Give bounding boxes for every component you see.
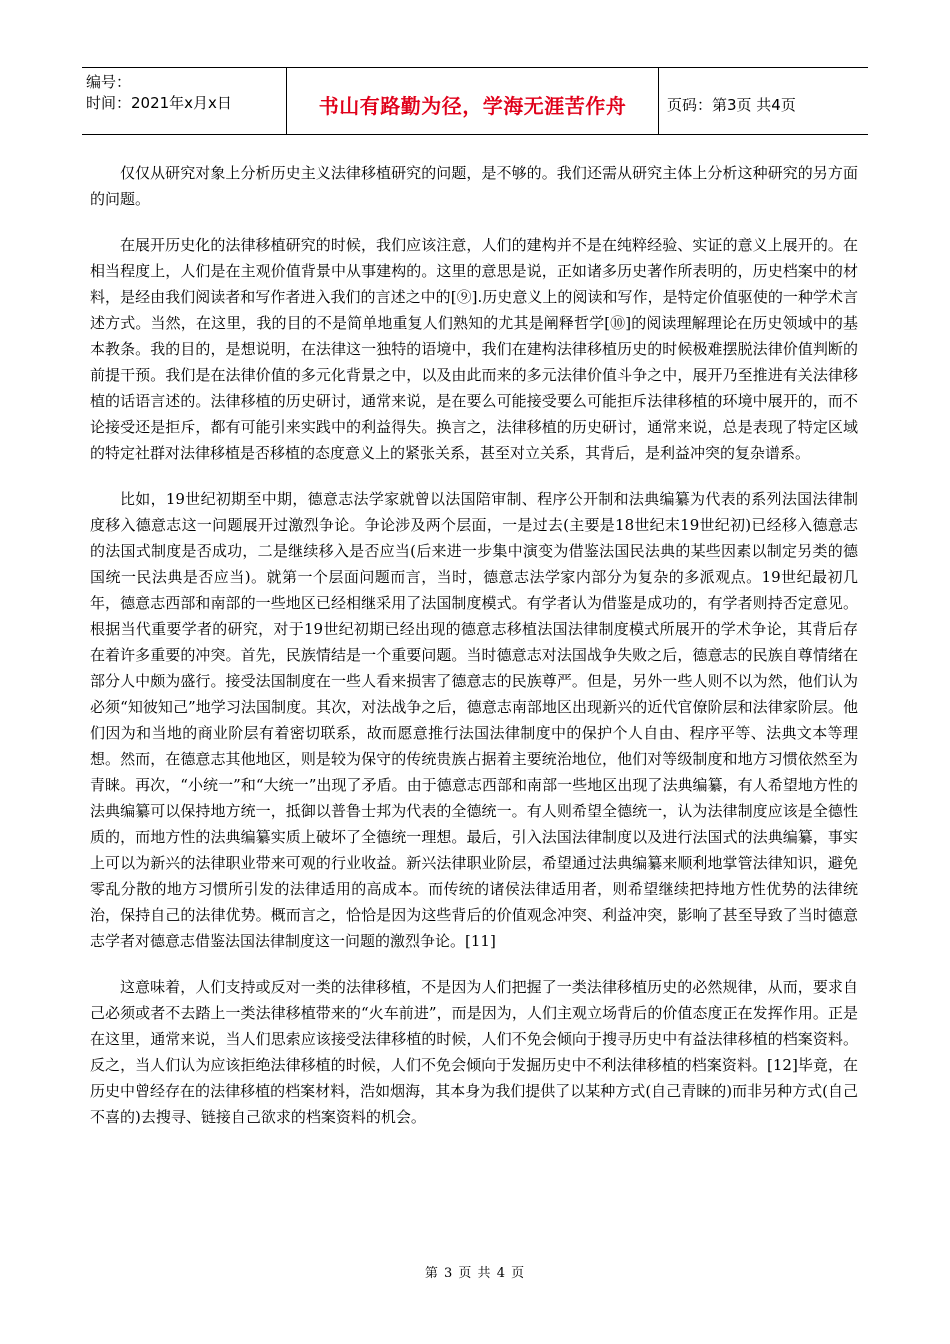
document-body [90, 160, 858, 1150]
page-footer: 第 3 页 共 4 页 [424, 1266, 526, 1281]
page-header [82, 67, 868, 135]
document-number-label: 编号： [86, 73, 132, 91]
body-paragraph-1: 仅仅从研究对象上分析历史主义法律移植研究的问题，是不够的。我们还需从研究主体上分析这种研究的另方面的问题。 [90, 164, 858, 208]
body-paragraph-4: 这意味着，人们支持或反对一类的法律移植，不是因为人们把握了一类法律移植历史的必然规律，从而，要求自己必须或者不去踏上一类法律移植带来的“火车前进”，而是因为，人们主观立场背后的价值态度正在发挥作用。正是在这里，通常来说，当人们思索应该接受法律移植的时候，人们不免会倾向于搜寻历史中有益法律移植的档案资料。反之，当人们认为应该拒绝法律移植的时候，人们不免会倾向于发掘历史中不利法律移植的档案资料。[12]毕竟，在历史中曾经存在的法律移植的档案材料，浩如烟海，其本身为我们提供了以某种方式(自己青睐的)而非另种方式(自己不喜的)去搜寻、链接自己欲求的档案资料的机会。 [90, 978, 858, 1126]
header-page-number: 页码：第3页 共4页 [667, 95, 796, 114]
body-paragraph-3: 比如，19世纪初期至中期，德意志法学家就曾以法国陪审制、程序公开制和法典编纂为代表的系列法国法律制度移入德意志这一问题展开过激烈争论。争论涉及两个层面，一是过去(主要是18世纪末19世纪初)已经移入德意志的法国式制度是否成功，二是继续移入是否应当(后来进一步集中演变为借鉴法国民法典的某些因素以制定另类的德国统一民法典是否应当)。就第一个层面问题而言，当时，德意志法学家内部分为复杂的多派观点。19世纪最初几年，德意志西部和南部的一些地区已经相继采用了法国制度模式。有学者认为借鉴是成功的，有学者则持否定意见。根据当代重要学者的研究，对于19世纪初期已经出现的德意志移植法国法律制度模式所展开的学术争论，其背后存在着许多重要的冲突。首先，民族情结是一个重要问题。当时德意志对法国战争失败之后，德意志的民族自尊情绪在部分人中颇为盛行。接受法国制度在一些人看来损害了德意志的民族尊严。但是，另外一些人则不以为然，他们认为必须“知彼知己”地学习法国制度。其次，对法战争之后，德意志南部地区出现新兴的近代官僚阶层和法律家阶层。他们因为和当地的商业阶层有着密切联系，故而愿意推行法国法律制度中的保护个人自由、程序平等、法典文本等理想。然而，在德意志其他地区，则是较为保守的传统贵族占据着主要统治地位，他们对等级制度和地方习惯依然至为青睐。再次，“小统一”和“大统一”出现了矛盾。由于德意志西部和南部一些地区出现了法典编纂，有人希望地方性的法典编纂可以保持地方统一，抵御以普鲁士邦为代表的全德统一。有人则希望全德统一，认为法律制度应该是全德性质的，而地方性的法典编纂实质上破坏了全德统一理想。最后，引入法国法律制度以及进行法国式的法典编纂，事实上可以为新兴的法律职业带来可观的行业收益。新兴法律职业阶层，希望通过法典编纂来顺利地掌管法律知识，避免零乱分散的地方习惯所引发的法律适用的高成本。而传统的诸侯法律适用者，则希望继续把持地方性优势的法律统治，保持自己的法律优势。概而言之，恰恰是因为这些背后的价值观念冲突、利益冲突，影响了甚至导致了当时德意志学者对德意志借鉴法国法律制度这一问题的激烈争论。[11] [90, 490, 858, 950]
header-motto: 书山有路勤为径，学海无涯苦作舟 [287, 68, 659, 134]
header-meta [82, 68, 287, 134]
body-paragraph-2: 在展开历史化的法律移植研究的时候，我们应该注意，人们的建构并不是在纯粹经验、实证的意义上展开的。在相当程度上，人们是在主观价值背景中从事建构的。这里的意思是说，正如诸多历史著作所表明的，历史档案中的材料，是经由我们阅读者和写作者进入我们的言述之中的[⑨].历史意义上的阅读和写作，是特定价值驱使的一种学术言述方式。当然，在这里，我的目的不是简单地重复人们熟知的尤其是阐释哲学[⑩]的阅读理解理论在历史领域中的基本教条。我的目的，是想说明，在法律这一独特的语境中，我们在建构法律移植历史的时候极难摆脱法律价值判断的前提干预。我们是在法律价值的多元化背景之中，以及由此而来的多元法律价值斗争之中，展开乃至推进有关法律移植的话语言述的。法律移植的历史研讨，通常来说，是在要么可能接受要么可能拒斥法律移植的环境中展开的，而不论接受还是拒斥，都有可能引来实践中的利益得失。换言之，法律移植的历史研讨，通常来说，总是表现了特定区域的特定社群对法律移植是否移植的态度意义上的紧张关系，甚至对立关系，其背后，是利益冲突的复杂谱系。 [90, 236, 858, 462]
document-time-label: 时间：2021年x月x日 [86, 94, 232, 112]
